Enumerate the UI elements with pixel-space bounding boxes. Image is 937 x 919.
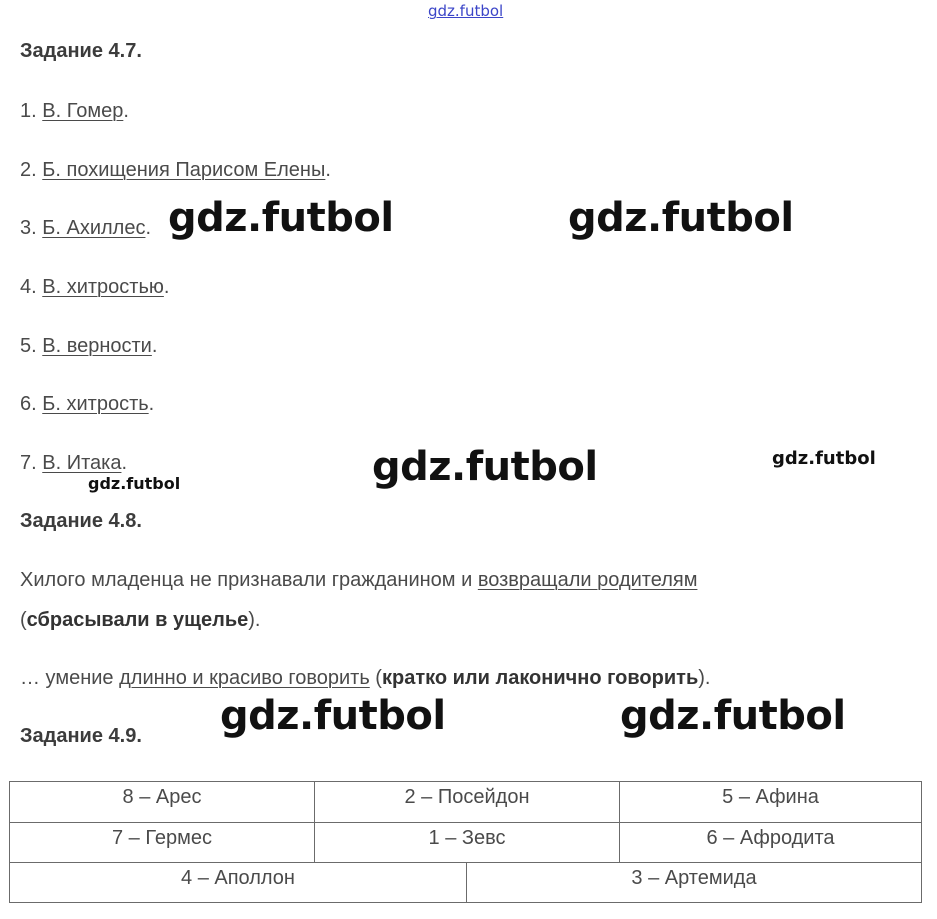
item-end: . (145, 217, 152, 239)
item-number: 7. (20, 452, 43, 474)
watermark-big-2: gdz.futbol (568, 195, 794, 241)
paren-open: ( (20, 609, 27, 631)
task-4-8-line-1 (20, 569, 697, 592)
wrong-phrase: возвращали родителям (477, 569, 698, 591)
watermark-small-left: gdz.futbol (88, 474, 181, 493)
item-answer: В. верности (42, 335, 152, 357)
table-cell: 7 – Гермес (112, 826, 212, 849)
answer-item-2 (20, 159, 331, 182)
item-end: . (163, 276, 170, 298)
answer-item-7 (20, 452, 127, 475)
watermark-big-4: gdz.futbol (220, 693, 446, 739)
answer-item-6 (20, 393, 154, 416)
watermark-big-5: gdz.futbol (620, 693, 846, 739)
item-number: 2. (20, 159, 43, 181)
paren-open: ( (369, 667, 382, 689)
item-number: 6. (20, 393, 43, 415)
item-number: 3. (20, 217, 43, 239)
paren-close: ). (698, 667, 711, 689)
item-answer: Б. хитрость (42, 393, 149, 415)
item-end: . (123, 100, 129, 122)
table-row (10, 822, 921, 863)
item-number: 4. (20, 276, 43, 298)
item-answer: Б. Ахиллес (42, 217, 146, 239)
gods-table (9, 781, 922, 903)
table-cell: 4 – Аполлон (181, 866, 295, 889)
table-cell: 8 – Арес (122, 785, 202, 808)
answer-item-3 (20, 217, 151, 240)
plain-text: … умение (20, 667, 120, 689)
table-cell: 3 – Артемида (466, 863, 921, 903)
task-4-9-title: Задание 4.9. (20, 725, 142, 747)
item-end: . (148, 393, 155, 415)
task-4-8-line-2 (20, 609, 260, 632)
table-cell: 1 – Зевс (314, 823, 619, 863)
wrong-phrase: длинно и красиво говорить (119, 667, 370, 689)
task-4-8-title: Задание 4.8. (20, 510, 142, 532)
table-row (10, 782, 921, 822)
watermark-small-right: gdz.futbol (772, 448, 876, 469)
item-answer: В. Итака (42, 452, 122, 474)
answer-item-4 (20, 276, 169, 299)
item-answer: В. Гомер (42, 100, 124, 122)
item-end: . (325, 159, 331, 181)
correct-phrase: кратко или лаконично говорить (381, 667, 699, 689)
paren-close: ). (248, 609, 261, 631)
item-number: 1. (20, 100, 43, 122)
task-4-8-line-3 (20, 667, 710, 690)
watermark-big-1: gdz.futbol (168, 195, 394, 241)
item-end: . (121, 452, 128, 474)
item-answer: Б. похищения Парисом Елены (42, 159, 326, 181)
item-number: 5. (20, 335, 43, 357)
item-answer: В. хитростью (42, 276, 164, 298)
plain-text: Хилого младенца не признавали гражданином и (20, 569, 478, 591)
watermark-big-3: gdz.futbol (372, 444, 598, 490)
correct-phrase: сбрасывали в ущелье (26, 609, 249, 631)
table-cell: 5 – Афина (619, 782, 921, 822)
answer-item-5 (20, 335, 157, 358)
table-cell: 2 – Посейдон (314, 782, 619, 822)
table-row (10, 862, 921, 903)
table-cell: 6 – Афродита (619, 823, 921, 863)
answer-item-1 (20, 100, 129, 123)
task-4-7-title: Задание 4.7. (20, 40, 142, 62)
item-end: . (151, 335, 158, 357)
watermark-top: gdz.futbol (428, 2, 504, 20)
